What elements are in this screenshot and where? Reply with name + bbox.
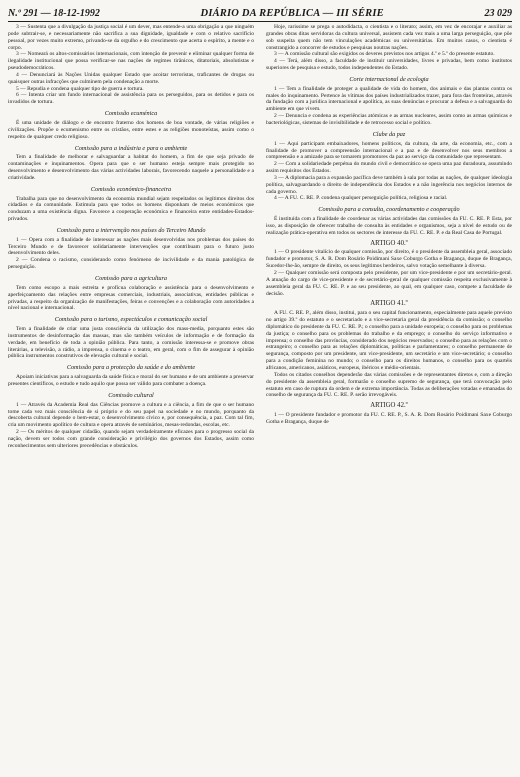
page-header — [8, 6, 512, 20]
paragraph: 1 — Aqui participam embaixadores, homens políticos, da cultura, da arte, da economia, etc., com a finalidade de promover a compreensão internacional e a paz e de desenvolver nos seus membros a compreensão e a amizade para se tornarem promotores da paz ao serviço da comunidade que representam. — [266, 140, 512, 161]
paragraph: 1 — O presidente fundador e promotor da FU. C. RE. P., S. A. R. Dom Rosário Poidimani Saxe Coburgo Gotha e Bragança, duque de — [266, 412, 512, 425]
paragraph: 2 — Denuncia e condena as experiências atómicas e as armas nucleares, assim como as armas químicas e bacteriológicas, sistemas de invisibilidade e de retrocesso social e político. — [266, 113, 512, 126]
paragraph: É uma unidade de diálogo e de encontro fraterno dos homens de boa vontade, de várias religiões e civilizações. Propõe o ecumenismo entre os cristãos, entre estes e as religiões monoteístas, assim como o respeito de qualquer credo religioso. — [8, 119, 254, 140]
paragraph: 2 — Condena o racismo, considerando como fenómeno de incivilidade e da mania patológica de perseguição. — [8, 257, 254, 271]
paragraph: 3 — Sustenta que a divulgação da justiça social é um dever, mas entende-a uma obrigação a que ninguém pode subtrair-se, e necessariamente não sacrifica a sua dignidade, igualdade e com o relativo sacrifício pessoal, por vezes muito extremo, privando-se da orgulho e do crescimento que acerta o espírito, a mente e o corpo. — [8, 24, 254, 51]
paragraph: É instituída com a finalidade de coordenar as várias actividades das comissões da FU. C. RE. P. Esta, por isso, as disposição de oferecer trabalho de consulta às entidades e organismos, seja a nível de estudo ou de realização prática-operativa em todos os sectores de interesse da FU. C. RE. P. e da Real Casa de Portugal. — [266, 216, 512, 236]
paragraph: Trabalha para que no desenvolvimento da economia mundial sejam respeitados os legítimos direitos dos cidadãos e da comunidade. Estimula para que todos os homens disponham de meios económicos que conduzam a uma existência digna. Favorece a cooperação económica e financeira entre entidades-Estados-privados. — [8, 195, 254, 223]
paragraph: 4 — Terá, além disso, a faculdade de instituir universidades, livres e privadas, bem como institutos superiores de pesquisa e estudo, todos independentes do Estado. — [266, 58, 512, 72]
section-heading: Comissão para a indústria e para o ambiente — [74, 144, 188, 152]
article-heading: ARTIGO 41.º — [370, 300, 408, 308]
paragraph: 3 — A comissão cultural são exigidos os deveres previstos nos artigos 4.º e 5.º do presente estatuto. — [274, 51, 495, 58]
left-column — [8, 24, 254, 775]
paragraph: Tem a finalidade de criar uma justa consciência da utilização dos mass-media, porquanto estes são instrumentos de desinformação das massas, mas são também veículos de informação e de formação da verdade, em benefício de toda a opinião pública. Para tanto, a comissão interessa-se e promove obras literárias, a televisão, a rádio, a imprensa, o cinema e o teatro, em geral, com o fim de assegurar à opinião pública instrumentos construtivos de elevação cultural e social. — [8, 326, 254, 360]
page-number: 23 029 — [484, 7, 512, 19]
section-heading: Comissão para a protecção da saúde e do ambiente — [66, 364, 196, 372]
section-heading: Clube da paz — [372, 130, 406, 138]
paragraph: Apoiam iniciativas para a salvaguarda da saúde física e moral do ser humano e de um ambiente a preservar presentes científicos, o estudo e tudo aquilo que possa ser válido para combater a doença. — [8, 374, 254, 387]
paragraph: Tem a finalidade de melhorar e salvaguardar a habitat do homem, a fim de que seja privado de contaminações e inquinamentos. Opera para que o ser humano esteja sempre mais protegido no desenvolvimento e desenvolvimento das várias actividades laborais, favorecendo naquele a personalidade e a criatividade. — [8, 154, 254, 181]
paragraph: 4 — A FU. C. RE. P. condena qualquer perseguição política, religiosa e racial. — [274, 195, 448, 202]
section-heading: Comissão ecuménica — [104, 110, 158, 118]
paragraph: 2 — Com a solidariedade perpétua do mundo civil e democrático se opera uma paz duradoura, assumindo assim requisitos dos Estados. — [266, 161, 512, 175]
paragraph: 1 — Tem a finalidade de proteger a qualidade de vida do homem, dos animais e das plantas contra os males do inquinamento. Pertence às vítimas dos países industrializados trazer, para fora das fronteiras, através da fundação com a jurídica internacional e apolítica, as suas denúncias e procurar a defesa e a salvaguarda do ambiente em que vivem. — [266, 85, 512, 113]
section-heading: Corte internacional de ecologia — [349, 75, 429, 83]
header-rule — [8, 21, 512, 22]
paragraph: 6 — Intenta criar um fundo internacional de assistência para os perseguidos, para os detidos e para os invadidos de tortura. — [8, 92, 254, 106]
article-heading: ARTIGO 42.º — [370, 402, 408, 410]
paragraph: 2 — Os méritos de qualquer cidadão, quando sejam verdadeiramente eficazes para o progresso social da nação, devem ser todos com grande consideração e privilégio dos governos dos Estados, assim como reconhecimentos sem ulteriores precedências e obstáculos. — [8, 429, 254, 449]
paragraph: A FU. C. RE. P., além disso, institui, para o seu capital funcionamento, especialmente para aquele previsto no artigo 39.º do estatuto e o secretariado e a vice-secretaria geral da presidência da comissão; o conselho diplomático do presidente da FU. C. RE. P.; o conselho para a unidade europeia; o conselho para os problemas da justiça; o conselho para os problemas do trabalho e da emprego; o conselho do serviço informativo e imprensa; o conselho das províncias, considerado dos negócios reservados; o conselho para as relações com o estrangeiro; o conselho para as relações diplomáticas, políticas e parlamentares; o conselho permanente de segurança, composto por um presidente, um vice-presidente, um secretário e um vice-secretário; o conselho para a condição feminina no mundo; o conselho para os direitos humanos, o conselho para os quartéis africanos, americanos, asiáticos, europeus, ibéricos e médio-orientais. — [266, 310, 512, 371]
paragraph: Tem como escopo a mais estreita e profícua colaboração e assistência para o desenvolvimento e aperfeiçoamento das relações entre empresas comerciais, industriais, associativas, entidades públicas e privadas, a respeito da organização de manifestações, feiras e convenções e a colaboração com autoridades a nível nacional e internacional. — [8, 284, 254, 312]
paragraph: Hoje, rarissime se prega o autodidacta, o cientista e o literato; assim, em vez de encorajar e auxiliar as grandes obras ditas servidoras da cultura universal, assistem cada vez mais a uma larga perseguição, que pôe sob suspeita quem não tem vinculações académicas ou universitárias. Em muitos casos, o cientista é constrangido a concorrer de estudos e pesquisas noutras nações. — [266, 24, 512, 51]
section-heading: Comissão económico-financeira — [90, 185, 172, 193]
paragraph: 5 — Repudia e condena qualquer tipo de guerra e tortura. — [16, 85, 144, 92]
paragraph: 3 — A diplomacia para a expansão pacífica deve também à sala por todas as nações, de qualquer ideologia política, salvaguardando o direito de independência dos Estados e a não ingerência nos negócios internos de cada governo. — [266, 174, 512, 195]
issue-number: N.º 291 — 18-12-1992 — [8, 7, 100, 19]
paragraph: 1 — Através da Academia Real das Ciências promove a cultura e a ciência, a fim de que o ser humano tome cada vez mais consciência de si próprio e do seu papel na sociedade e no mundo, porquanto da descoberta cultural depende o bem-estar, o desenvolvimento cívico e, por consequência, a paz. Com tal fim, cria um movimento apolítico de cultura e opera através de seminários, mesas-redondas, escolas, etc. — [8, 401, 254, 429]
section-heading: Comissão para o turismo, espectáculos e comunicação social — [54, 316, 208, 324]
paragraph: 1 — Opera com a finalidade de interessar as nações mais desenvolvidas nos problemas dos países do Terceiro Mundo e de favorecer solidariamente intervenções que contribuam para o futuro justo desenvolvimento deles. — [8, 236, 254, 257]
paragraph: 1 — O presidente vitalício de qualquer comissão, por direito, é o presidente da assembleia geral, associado fundador e promotor, S. A. R. Dom Rosário Poidimani Saxe Coburgo Gotha e Bragança, duque de Bragança, Sucedor-lhe-ão, sempre de direito, os seus legítimos herdeiros, salvo votação semelhante à diversa. — [266, 249, 512, 270]
paragraph: 4 — Denunciará às Nações Unidas qualquer Estado que acoitar terroristas, traficantes de drogas ou quaisquer outras infracções que culminem pela condenação a morte. — [8, 71, 254, 85]
section-heading: Comissão para a intervenção nos países do Terceiro Mundo — [56, 226, 206, 234]
paragraph: 2 — Qualquer comissão será composta pelo presidente, por um vice-presidente e por um secretário-geral. A atuação do cargo de vice-presidente e de secretário-geral de qualquer comissão respeita exclusivamente à assembleia geral da FU. C. RE. P. e ao seu presidente, ao qual, em qualquer caso, compete a faculdade de decisão. — [266, 270, 512, 297]
section-heading: Comissão para a consulta, coordenamento e cooperação — [318, 206, 460, 214]
article-heading: ARTIGO 40.º — [370, 239, 408, 247]
publication-title: DIÁRIO DA REPÚBLICA — III SÉRIE — [200, 7, 384, 19]
paragraph: Todos os citados conselhos dependerão das várias comissões e de representantes diretos e, com a direção do presidente da assembleia geral, formarão o conselho supremo de segurança, que terá convocação pelo estatuto em caso de ruptura da ordem e de extrema importância. Todas as deliberações votadas e emanadas do conselho de segurança da FU. C. RE. P. serão irrevogáveis. — [266, 371, 512, 399]
right-column — [266, 24, 512, 775]
text-columns — [8, 24, 512, 775]
paragraph: 3 — Nomeará os altos-comissários internacionais, com intenção de prevenir e eliminar qualquer forma de ilegalidade institucional que possa verificar-se nas nações de regimes tirânicos, ditatoriais, absolutistas e pseudodemocráticos. — [8, 51, 254, 72]
section-heading: Comissão cultural — [108, 391, 154, 399]
section-heading: Comissão para a agricultura — [94, 275, 168, 282]
